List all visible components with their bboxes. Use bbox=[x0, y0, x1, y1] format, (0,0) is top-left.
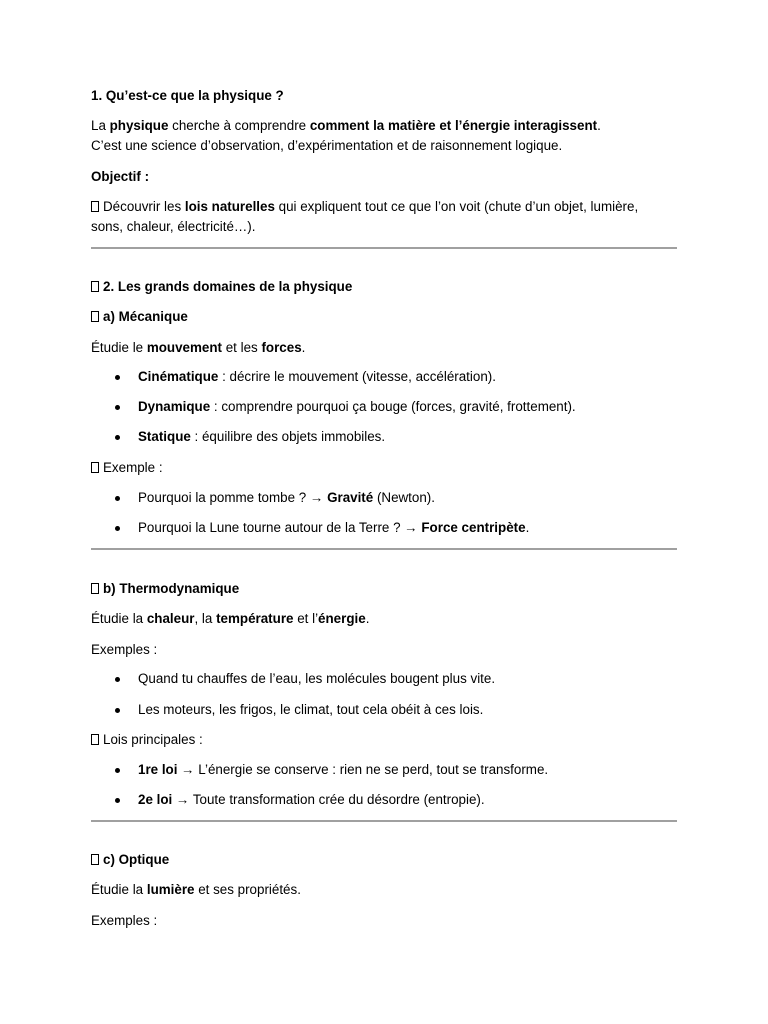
mecanique-heading-text: a) Mécanique bbox=[103, 309, 188, 324]
example-label-text: Exemple : bbox=[103, 460, 163, 475]
objectif-label bbox=[91, 168, 149, 185]
intro-bold: lumière bbox=[146, 882, 195, 897]
list-item bbox=[138, 489, 435, 506]
bullet-icon bbox=[115, 798, 120, 803]
item-term: Statique bbox=[138, 429, 191, 444]
list-item bbox=[138, 519, 529, 536]
list-item bbox=[138, 398, 576, 415]
section1-heading bbox=[91, 87, 284, 104]
missing-glyph-icon bbox=[91, 281, 99, 292]
objectif-text bbox=[91, 198, 638, 215]
item-desc: : équilibre des objets immobiles. bbox=[190, 429, 386, 444]
example-bold: Force centripète bbox=[421, 520, 526, 535]
bullet-icon bbox=[115, 496, 120, 501]
list-item bbox=[138, 701, 483, 718]
missing-glyph-icon bbox=[91, 854, 99, 865]
divider bbox=[91, 820, 677, 822]
example-tail: (Newton). bbox=[373, 490, 435, 505]
list-item bbox=[138, 791, 485, 808]
intro-text: et les bbox=[222, 340, 262, 355]
item-term: Dynamique bbox=[138, 399, 211, 414]
examples-label-text: Exemples : bbox=[91, 913, 158, 928]
intro-bold: mouvement bbox=[146, 340, 222, 355]
objectif-label-text: Objectif : bbox=[91, 169, 150, 184]
section1-heading-text: 1. Qu’est-ce que la physique ? bbox=[91, 88, 284, 103]
list-item bbox=[138, 368, 496, 385]
intro-bold: comment la matière et l’énergie interagissent bbox=[309, 118, 598, 133]
intro-text: Étudie la bbox=[91, 882, 147, 897]
thermo-intro bbox=[91, 610, 369, 627]
section1-intro bbox=[91, 117, 601, 134]
intro-text: et ses propriétés. bbox=[194, 882, 301, 897]
item-desc: : comprendre pourquoi ça bouge (forces, gravité, frottement). bbox=[210, 399, 576, 414]
law-desc: → L’énergie se conserve : rien ne se perd, tout se transforme. bbox=[177, 762, 549, 777]
thermo-examples-label bbox=[91, 641, 157, 658]
bullet-icon bbox=[115, 768, 120, 773]
intro-text: cherche à comprendre bbox=[168, 118, 310, 133]
law-term: 2e loi bbox=[138, 792, 173, 807]
intro-text: . bbox=[301, 340, 306, 355]
missing-glyph-icon bbox=[91, 583, 99, 594]
example-label bbox=[91, 459, 163, 476]
mecanique-heading bbox=[91, 308, 188, 325]
item-term: Cinématique bbox=[138, 369, 219, 384]
intro-bold: énergie bbox=[318, 611, 366, 626]
objectif-text-c: qui expliquent tout ce que l’on voit (chute d’un objet, lumière, bbox=[274, 199, 639, 214]
missing-glyph-icon bbox=[91, 734, 99, 745]
missing-glyph-icon bbox=[91, 201, 99, 212]
objectif-bold: lois naturelles bbox=[184, 199, 275, 214]
intro-bold: température bbox=[216, 611, 294, 626]
objectif-text-a: Découvrir les bbox=[103, 199, 185, 214]
intro-text: La bbox=[91, 118, 110, 133]
example-text: Pourquoi la pomme tombe ? → bbox=[138, 490, 328, 505]
bullet-icon bbox=[115, 375, 120, 380]
laws-label-text: Lois principales : bbox=[103, 732, 203, 747]
bullet-icon bbox=[115, 405, 120, 410]
law-desc: → Toute transformation crée du désordre (entropie). bbox=[172, 792, 485, 807]
bullet-icon bbox=[115, 677, 120, 682]
missing-glyph-icon bbox=[91, 311, 99, 322]
example-bold: Gravité bbox=[327, 490, 374, 505]
list-item bbox=[138, 761, 548, 778]
example-text: Pourquoi la Lune tourne autour de la Terre ? → bbox=[138, 520, 422, 535]
objectif-text-d: sons, chaleur, électricité…). bbox=[91, 219, 256, 234]
intro-bold: forces bbox=[261, 340, 302, 355]
intro2-text: C’est une science d’observation, d’expérimentation et de raisonnement logique. bbox=[91, 138, 563, 153]
optique-examples-label bbox=[91, 912, 157, 929]
missing-glyph-icon bbox=[91, 462, 99, 473]
law-term: 1re loi bbox=[138, 762, 178, 777]
examples-label-text: Exemples : bbox=[91, 642, 158, 657]
intro-text: . bbox=[597, 118, 601, 133]
mecanique-intro bbox=[91, 339, 305, 356]
list-item bbox=[138, 428, 385, 445]
intro-text: et l’ bbox=[293, 611, 319, 626]
intro-text: Étudie la bbox=[91, 611, 147, 626]
section2-heading-text: 2. Les grands domaines de la physique bbox=[103, 279, 353, 294]
list-item bbox=[138, 670, 495, 687]
divider bbox=[91, 247, 677, 249]
section1-intro2 bbox=[91, 137, 562, 154]
bullet-icon bbox=[115, 708, 120, 713]
intro-text: Étudie le bbox=[91, 340, 147, 355]
thermo-heading-text: b) Thermodynamique bbox=[103, 581, 240, 596]
item-desc: : décrire le mouvement (vitesse, accélération). bbox=[218, 369, 496, 384]
objectif-text-cont bbox=[91, 218, 255, 235]
intro-bold: chaleur bbox=[146, 611, 195, 626]
example-tail: . bbox=[525, 520, 530, 535]
intro-text: , la bbox=[194, 611, 217, 626]
section2-heading bbox=[91, 278, 352, 295]
divider bbox=[91, 548, 677, 550]
bullet-icon bbox=[115, 526, 120, 531]
optique-heading-text: c) Optique bbox=[103, 852, 170, 867]
example-text: Quand tu chauffes de l’eau, les molécules bougent plus vite. bbox=[138, 671, 496, 686]
bullet-icon bbox=[115, 435, 120, 440]
example-text: Les moteurs, les frigos, le climat, tout cela obéit à ces lois. bbox=[138, 702, 484, 717]
thermo-heading bbox=[91, 580, 239, 597]
intro-bold: physique bbox=[109, 118, 169, 133]
laws-label bbox=[91, 731, 203, 748]
intro-text: . bbox=[365, 611, 370, 626]
optique-heading bbox=[91, 851, 169, 868]
optique-intro bbox=[91, 881, 301, 898]
